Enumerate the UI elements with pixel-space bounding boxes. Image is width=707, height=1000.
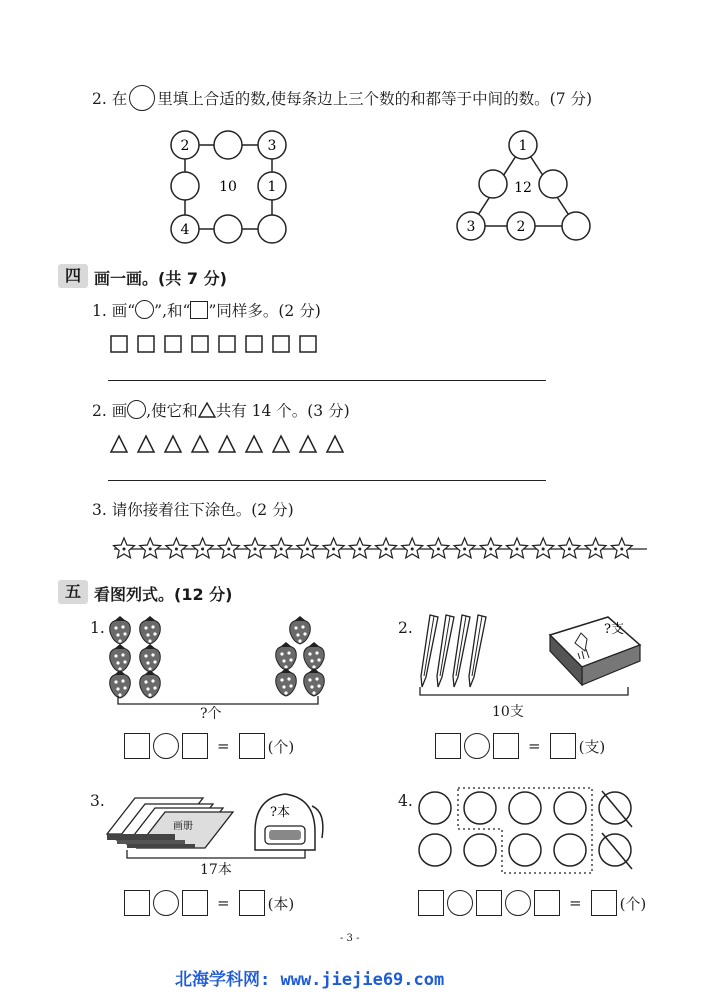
circle-shape [554, 792, 586, 824]
circle-shape [509, 834, 541, 866]
square-value-top-right: 3 [267, 138, 277, 154]
q2-pre-text: 在 [111, 90, 128, 108]
star-center-dot [594, 548, 597, 551]
square-shape [192, 336, 208, 352]
circle-shape [419, 834, 451, 866]
section5-badge: 五 [58, 580, 88, 604]
square-inline-icon [190, 301, 208, 319]
operand-box[interactable] [476, 890, 502, 916]
star-center-dot [149, 548, 152, 551]
circle-shape [419, 792, 451, 824]
strawberry-icon [140, 670, 161, 698]
square-value-mid-right: 1 [267, 179, 277, 195]
equals-sign: = [217, 894, 230, 912]
triangle-shape [219, 436, 235, 452]
strawberry-icon [304, 642, 325, 670]
triangle-center-sum: 12 [514, 180, 532, 196]
equals-sign: = [217, 737, 230, 755]
unit-label: (个) [267, 737, 295, 756]
q2-number: 2. [92, 90, 107, 108]
triangle-node-left-mid[interactable] [479, 170, 507, 198]
result-box[interactable] [239, 890, 265, 916]
star-center-dot [620, 548, 623, 551]
s4-q2-answer-line[interactable] [108, 480, 546, 481]
circle-shape [464, 834, 496, 866]
triangle-shape [165, 436, 181, 452]
result-box[interactable] [239, 733, 265, 759]
operand-box[interactable] [493, 733, 519, 759]
page-number: - 3 - [340, 933, 360, 944]
p3-book-label: 画册 [173, 821, 193, 832]
circle-inline-icon [129, 85, 155, 111]
result-box[interactable] [550, 733, 576, 759]
strawberry-icon [140, 616, 161, 644]
square-shape [165, 336, 181, 352]
star-center-dot [123, 548, 126, 551]
square-shape [219, 336, 235, 352]
operator-circle[interactable] [153, 890, 179, 916]
s4-q1-pre: 画“ [111, 302, 136, 320]
star-chain[interactable] [112, 536, 652, 562]
p4-equation [418, 890, 646, 916]
square-value-bottom-left: 4 [180, 222, 190, 238]
star-center-dot [437, 548, 440, 551]
p1-equation [124, 733, 294, 759]
triangle-shape [138, 436, 154, 452]
dotted-group-outline [458, 788, 592, 873]
p3-brace-label: 17本 [200, 862, 232, 878]
triangle-shape [300, 436, 316, 452]
p2-figure [410, 605, 650, 715]
square-shape [246, 336, 262, 352]
square-shape [300, 336, 316, 352]
p3-number: 3. [90, 792, 105, 810]
triangle-shape [111, 436, 127, 452]
triangle-value-bottom-left: 3 [466, 219, 476, 235]
triangle-shape [246, 436, 262, 452]
operand-box[interactable] [124, 890, 150, 916]
square-node-bottom-right[interactable] [258, 215, 286, 243]
backpack-icon [255, 794, 323, 850]
circle-shape [509, 792, 541, 824]
triangle-shape [192, 436, 208, 452]
q2-header [92, 85, 592, 111]
p2-equation [435, 733, 605, 759]
p4-number: 4. [398, 792, 413, 810]
s4-q2-pre: 画 [111, 402, 128, 420]
star-center-dot [358, 548, 361, 551]
unit-label: (本) [267, 894, 295, 913]
section5-title: 看图列式。(12 分) [94, 585, 233, 604]
operand-box[interactable] [124, 733, 150, 759]
square-node-bottom-mid[interactable] [214, 215, 242, 243]
star-center-dot [516, 548, 519, 551]
s4-q1-number: 1. [92, 302, 107, 320]
p3-equation [124, 890, 294, 916]
strawberry-icon [304, 668, 325, 696]
star-center-dot [175, 548, 178, 551]
star-center-dot [306, 548, 309, 551]
triangle-shape [327, 436, 343, 452]
strawberry-icon [276, 668, 297, 696]
square-shape [138, 336, 154, 352]
s4-q1-mid: ”,和“ [154, 302, 191, 320]
star-center-dot [332, 548, 335, 551]
p2-box-label: ?支 [604, 622, 624, 637]
p3-bag-label: ?本 [270, 805, 290, 820]
triangle-puzzle [448, 125, 598, 245]
p1-number: 1. [90, 619, 105, 637]
section4-title: 画一画。(共 7 分) [94, 269, 227, 288]
strawberry-icon [110, 644, 131, 672]
strawberry-icon [110, 670, 131, 698]
footer-watermark: 北海学科网: www.jiejie69.com [175, 970, 445, 990]
book-stack-icon [107, 798, 233, 848]
unit-label: (支) [578, 737, 606, 756]
result-box[interactable] [591, 890, 617, 916]
triangle-shape [273, 436, 289, 452]
section4-badge: 四 [58, 264, 88, 288]
star-center-dot [411, 548, 414, 551]
star-center-dot [201, 548, 204, 551]
strawberry-icon [276, 642, 297, 670]
operand-box[interactable] [435, 733, 461, 759]
q2-instruction: 里填上合适的数,使每条边上三个数的和都等于中间的数。(7 分) [157, 90, 593, 108]
operand-box[interactable] [182, 733, 208, 759]
operand-box[interactable] [534, 890, 560, 916]
triangle-value-bottom-mid: 2 [516, 219, 526, 235]
star-center-dot [542, 548, 545, 551]
unit-label: (个) [619, 894, 647, 913]
s4-q1-answer-line[interactable] [108, 380, 546, 381]
star-center-dot [254, 548, 257, 551]
s4-q2-header [92, 400, 350, 421]
circle-inline-icon [135, 300, 154, 319]
s4-q3-header [92, 500, 294, 520]
equals-sign: = [569, 894, 582, 912]
star-center-dot [489, 548, 492, 551]
square-node-top-mid[interactable] [214, 131, 242, 159]
square-row [105, 330, 335, 360]
strawberry-icon [140, 644, 161, 672]
strawberry-icon [110, 616, 131, 644]
square-shape [273, 336, 289, 352]
p2-number: 2. [398, 619, 413, 637]
s4-q2-post: 共有 14 个。(3 分) [215, 402, 350, 420]
s4-q1-header [92, 300, 321, 321]
triangle-node-bottom-right[interactable] [562, 212, 590, 240]
operator-circle[interactable] [464, 733, 490, 759]
s4-q3-number: 3. [92, 501, 107, 519]
square-value-top-left: 2 [180, 138, 190, 154]
triangle-inline-icon [198, 402, 216, 418]
circle-shape [554, 834, 586, 866]
star-center-dot [385, 548, 388, 551]
square-node-mid-left[interactable] [171, 172, 199, 200]
p4-figure [410, 783, 650, 878]
p1-brace-label: ?个 [200, 706, 222, 722]
p3-figure [105, 782, 335, 862]
strawberry-icon [290, 616, 311, 644]
star-center-dot [280, 548, 283, 551]
star-center-dot [227, 548, 230, 551]
equals-sign: = [528, 737, 541, 755]
circle-inline-icon [127, 400, 146, 419]
operator-circle[interactable] [505, 890, 531, 916]
triangle-value-top: 1 [518, 138, 528, 154]
operand-box[interactable] [418, 890, 444, 916]
s4-q1-post: ”同样多。(2 分) [208, 302, 321, 320]
s4-q2-mid: ,使它和 [146, 402, 198, 420]
s4-q2-number: 2. [92, 402, 107, 420]
pencil-box-icon [550, 617, 640, 685]
operator-circle[interactable] [447, 890, 473, 916]
star-center-dot [463, 548, 466, 551]
pencil-icon [421, 615, 486, 687]
circle-shape [464, 792, 496, 824]
square-puzzle [160, 125, 290, 245]
operator-circle[interactable] [153, 733, 179, 759]
star-center-dot [568, 548, 571, 551]
operand-box[interactable] [182, 890, 208, 916]
triangle-node-right-mid[interactable] [539, 170, 567, 198]
square-shape [111, 336, 127, 352]
triangle-row [105, 430, 365, 460]
s4-q3-text: 请你接着往下涂色。(2 分) [111, 501, 294, 519]
square-center-sum: 10 [219, 179, 237, 195]
p2-brace-label: 10支 [492, 704, 524, 720]
